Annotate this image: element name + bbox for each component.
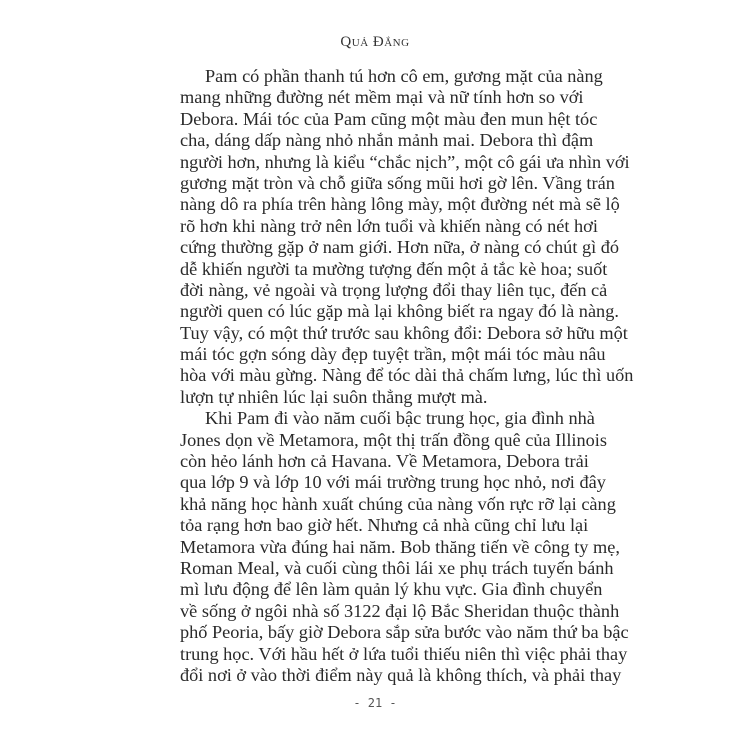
text-line: khả năng học hành xuất chúng của nàng vốn rực rỡ lại càng xyxy=(180,493,616,514)
text-line: Metamora vừa đúng hai năm. Bob thăng tiến về công ty mẹ, xyxy=(180,536,620,557)
text-line: gương mặt tròn và chỗ giữa sống mũi hơi gờ lên. Vầng trán xyxy=(180,172,615,193)
text-line: Roman Meal, và cuối cùng thôi lái xe phụ trách tuyến bánh xyxy=(180,557,614,578)
text-line: mang những đường nét mềm mại và nữ tính hơn so với xyxy=(180,87,584,108)
paragraph xyxy=(180,66,634,408)
text-line: cha, dáng dấp nàng nhỏ nhắn mảnh mai. Debora thì đậm xyxy=(180,130,594,151)
text-line: Khi Pam đi vào năm cuối bậc trung học, gia đình nhà xyxy=(205,408,595,429)
text-line: còn hẻo lánh hơn cả Havana. Về Metamora, Debora trải xyxy=(180,451,589,472)
text-line: trung học. Với hầu hết ở lứa tuổi thiếu niên thì việc phải thay xyxy=(180,643,628,664)
text-line: đổi nơi ở vào thời điểm này quả là không thích, và phải thay xyxy=(180,664,622,685)
text-line: Jones dọn về Metamora, một thị trấn đồng quê của Illinois xyxy=(180,429,607,450)
running-header: Quả Đắng xyxy=(340,34,410,50)
text-line: Debora. Mái tóc của Pam cũng một màu đen mun hệt tóc xyxy=(180,108,598,129)
text-line: mì lưu động để lên làm quản lý khu vực. Gia đình chuyển xyxy=(180,579,603,600)
text-line: phố Peoria, bấy giờ Debora sắp sửa bước vào năm thứ ba bậc xyxy=(180,622,629,643)
text-line: Tuy vậy, có một thứ trước sau không đổi: Debora sở hữu một xyxy=(180,322,628,343)
text-line: về sống ở ngôi nhà số 3122 đại lộ Bắc Sheridan thuộc thành xyxy=(180,600,620,621)
paragraph xyxy=(180,408,629,686)
text-line: tỏa rạng hơn bao giờ hết. Nhưng cả nhà cũng chỉ lưu lại xyxy=(180,515,589,536)
text-line: hòa với màu gừng. Nàng để tóc dài thả chấm lưng, lúc thì uốn xyxy=(180,365,634,386)
text-line: nàng dô ra phía trên hàng lông mày, một đường nét mà sẽ lộ xyxy=(180,194,620,215)
body-text xyxy=(180,66,634,686)
page-number: - 21 - xyxy=(353,696,397,710)
text-line: người quen có lúc gặp mà lại không biết ra ngay đó là nàng. xyxy=(180,301,619,322)
text-line: người hơn, nhưng là kiểu “chắc nịch”, một cô gái ưa nhìn với xyxy=(180,151,630,172)
text-line: dễ khiến người ta mường tượng đến một ả tắc kè hoa; suốt xyxy=(180,258,608,279)
text-line: mái tóc gợn sóng dày đẹp tuyệt trần, một mái tóc màu nâu xyxy=(180,344,606,365)
text-line: qua lớp 9 và lớp 10 với mái trường trung học nhỏ, nơi đây xyxy=(180,472,606,493)
text-line: rõ hơn khi nàng trở nên lớn tuổi và khiến nàng có nét hơi xyxy=(180,215,598,236)
text-line: lượn tự nhiên lúc lại suôn thẳng mượt mà. xyxy=(180,386,488,407)
text-line: Pam có phần thanh tú hơn cô em, gương mặt của nàng xyxy=(205,66,603,86)
text-line: cứng thường gặp ở nam giới. Hơn nữa, ở nàng có chút gì đó xyxy=(180,237,620,258)
text-line: đời nàng, vẻ ngoài và trọng lượng đổi thay liên tục, đến cả xyxy=(180,279,608,300)
